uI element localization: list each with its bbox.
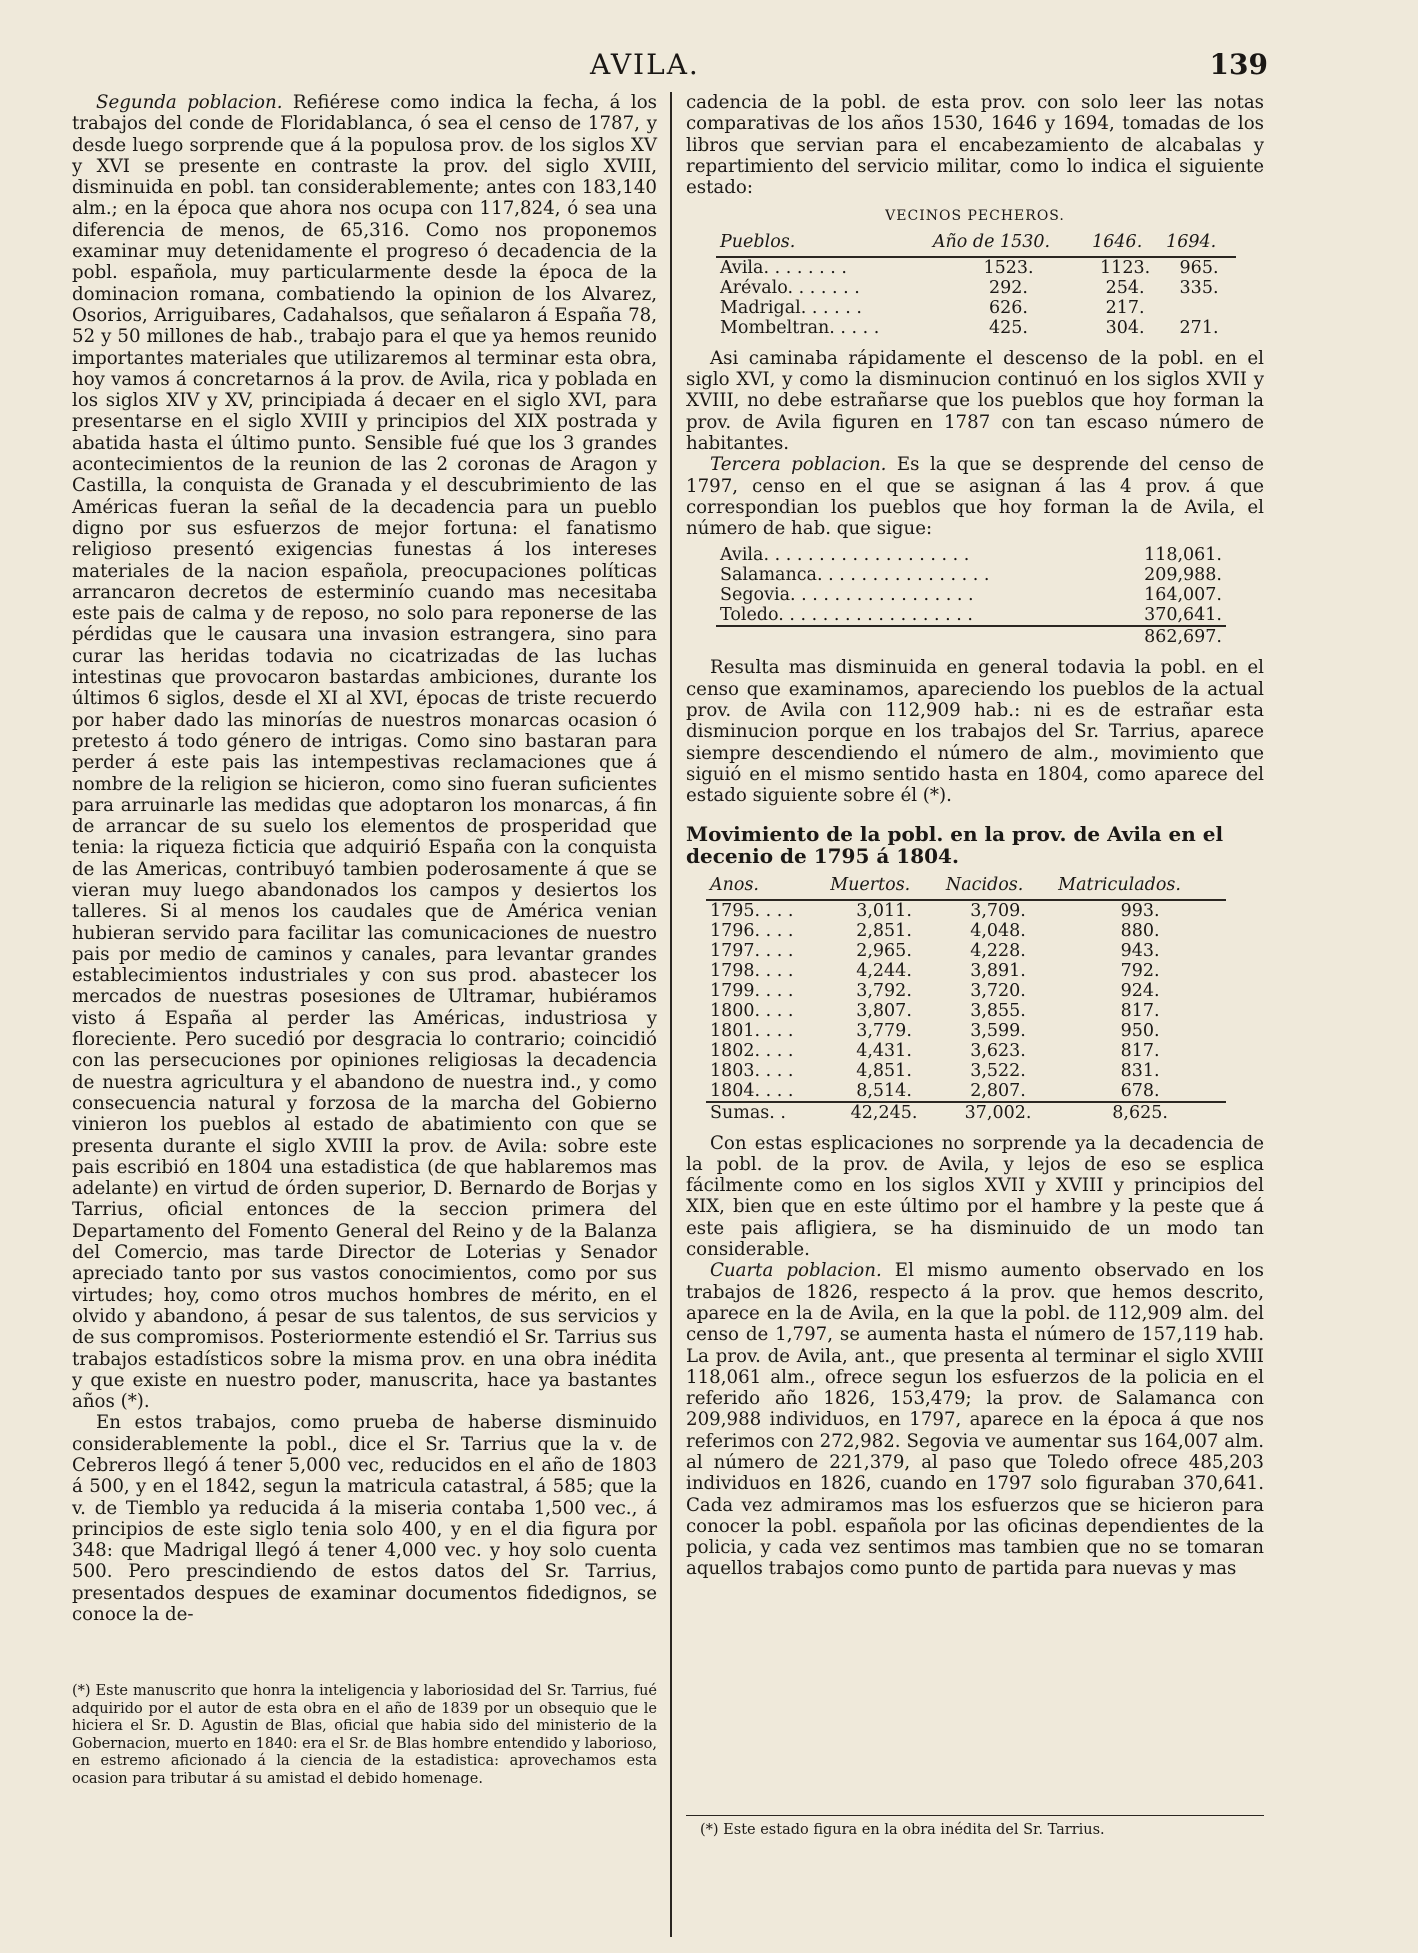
paragraph-text: El mismo aumento observado en los trabajos de 1826, respecto á la prov. que hemos descrito, aparece en la de Avila, en la que la pobl. de 112,909 alm. del censo de 1,797, se aumenta hasta el número de 157,119 hab. La prov. de Avila, ant., que presenta al terminar el siglo XVIII 118,061 alm., ofrece segun los esfuerzos de la policia en el referido año 1826, 153,479; la prov. de Salamanca con 209,988 individuos, en 1797, aparece en la época á que nos referimos con 272,982. Segovia ve aumentar sus 164,007 alm. al número de 221,379, al paso que Toledo ofrece 485,203 individuos en 1826, cuando en 1797 solo figuraban 370,641. Cada vez admiramos mas los esfuerzos que se hicieron para conocer la pobl. española por las oficinas dependientes de la policia, y cada vez sentimos mas tambien que no se tomaran aquellos trabajos como punto de partida para nuevas y mas [686,1260,1264,1580]
table-cell: 335. [1179,277,1219,298]
paragraph: Con estas esplicaciones no sorprende ya la decadencia de la pobl. de la prov. de Avila, y lejos de eso se esplica fácilmente como en los siglos XVII y XVIII y principios del XIX, bien que en este último por el hambre y la peste que á este pais afligiera, se ha disminuido de un modo tan considerable. [686,1132,1264,1261]
table-cell: 862,697. [1105,626,1226,647]
table-cell: 1523. [983,257,1034,278]
table-cell: 37,002. [942,1102,1054,1123]
table-row [716,565,1226,585]
table-row [706,921,1226,941]
table-cell: 209,988. [1144,565,1222,586]
table-cell: 3,623. [970,1040,1026,1061]
table-cell: 2,807. [970,1080,1026,1101]
table-row [706,981,1226,1001]
table-cell: 3,779. [856,1020,912,1041]
column-header: 1694. [1162,232,1236,257]
paragraph [686,1260,1264,1579]
table-cell: 943. [1120,940,1160,961]
table-cell: 304. [1105,317,1145,338]
movement-table [706,875,1226,1123]
table-cell: 3,891. [970,960,1026,981]
page-number: 139 [1209,48,1268,81]
table-cell: 1800. . . . [710,1000,794,1021]
table-row [716,257,1236,278]
table-row [716,585,1226,605]
table-cell: 4,228. [970,940,1026,961]
column-header: Matriculados. [1054,875,1226,900]
table-row [716,318,1236,338]
table-cell: 4,244. [856,960,912,981]
table-cell: Avila. . . . . . . . [720,257,847,278]
table-cell: 993. [1120,900,1160,921]
paragraph [72,92,657,1412]
table-cell: Segovia. . . . . . . . . . . . . . . . . [720,585,974,606]
table-cell: 254. [1105,277,1145,298]
table-cell: 1803. . . . [710,1060,794,1081]
column-header: Muertos. [826,875,942,900]
table-cell: Mombeltran. . . . . [720,317,880,338]
table-row [706,1021,1226,1041]
table-cell: 3,807. [856,1000,912,1021]
running-head [0,48,1418,88]
table-cell: Sumas. . [706,1102,826,1123]
table-cell: 1123. [1100,257,1151,278]
table-cell: 425. [989,317,1028,338]
paragraph-text: Refiérese como indica la fecha, á los trabajos del conde de Floridablanca, ó sea el censo de 1787, y desde luego sorprende que á la populosa prov. de los siglos XV y XVI se presente en contraste la prov. del siglo XVIII, disminuida en pobl. tan considerablemente; antes con 183,140 alm.; en la época que ahora nos ocupa con 117,824, ó sea una diferencia de menos, de 65,316. Como nos proponemos examinar muy detenidamente el progreso ó decadencia de la pobl. española, muy particularmente desde la época de la dominacion romana, combatiendo la opinion de los Alvarez, Osorios, Arriguibares, Cadahalsos, que señalaron á España 78, 52 y 50 millones de hab., trabajo para el que ya hemos reunido importantes materiales que utilizaremos al terminar esta obra, hoy vamos á concretarnos á la prov. de Avila, rica y poblada en los siglos XIV y XV, principiada á decaer en el siglo XVI, para presentarse en el siglo XVIII y principios del XIX postrada y abatida hasta el último punto. Sensible fué que los 3 grandes acontecimientos de la reunion de las 2 coronas de Aragon y Castilla, la conquista de Granada y el descubrimiento de las Américas fueran la señal de la decadencia para un pueblo digno por sus esfuerzos de mejor fortuna: el fanatismo religioso presentó exigencias funestas á los intereses materiales de la nacion española, preocupaciones políticas arrancaron decretos de esterminío cuando mas necesitaba este pais de calma y de reposo, no solo para reponerse de las pérdidas que le causara una invasion estrangera, sino para curar las heridas todavia no cicatrizadas de las luchas intestinas que provocaron bastardas ambiciones, durante los últimos 6 siglos, desde el XI al XVI, épocas de triste recuerdo por haber dado las minorías de nuestros monarcas ocasion ó pretesto á todo género de intrigas. Como sino bastaran para perder á este pais las intempestivas reclamaciones que á nombre de la religion se hicieron, como sino fueran suficientes para arruinarle las medidas que adoptaron los monarcas, á fin de arrancar de su suelo los elementos de prosperidad que tenia: la riqueza ficticia que adquirió España con la conquista de las Americas, contribuyó tambien poderosamente á que se vieran muy luego abandonados los campos y desiertos los talleres. Si al menos los caudales que de América venian hubieran servido para facilitar las comunicaciones de nuestro pais por medio de caminos y canales, para levantar grandes establecimientos industriales y con sus prod. abastecer los mercados de nuestras posesiones de Ultramar, hubiéramos visto á España al perder las Américas, industriosa y floreciente. Pero sucedió por desgracia lo contrario; coincidió con las persecuciones por opiniones religiosas la decadencia de nuestra agricultura y el abandono de nuestra ind., y como consecuencia natural y forzosa de la marcha del Gobierno vinieron los pueblos al estado de abatimiento con que se presenta durante el siglo XVIII la prov. de Avila: sobre este pais escribió en 1804 una estadistica (de que hablaremos mas adelante) en virtud de órden superior, D. Bernardo de Borjas y Tarrius, oficial entonces de la seccion primera del Departamento del Fomento General del Reino y de la Balanza del Comercio, mas tarde Director de Loterias y Senador apreciado tanto por sus vastos conocimientos, como por sus virtudes; hoy, como otros muchos hombres de mérito, en el olvido y abandono, á pesar de sus talentos, de sus servicios y de sus compromisos. Posteriormente estendió el Sr. Tarrius sus trabajos estadísticos sobre la misma prov. en una obra inédita y que existe en nuestro poder, manuscrita, hace ya bastantes años (*). [72,92,657,1413]
table-cell: 2,965. [856,940,912,961]
paragraph: En estos trabajos, como prueba de haberse disminuido considerablemente la pobl., dice el Sr. Tarrius que la v. de Cebreros llegó á tener 5,000 vec, reducidos en el año de 1803 á 500, y en el 1842, segun la matricula catastral, á 585; que la v. de Tiemblo ya reducida á la miseria contaba 1,500 vec., á principios de este siglo tenia solo 400, y en el dia figura por 348: que Madrigal llegó á tener 4,000 vec. y hoy solo cuenta 500. Pero prescindiendo de estos datos del Sr. Tarrius, presentados despues de examinar documentos fidedignos, se conoce la de- [72,1412,657,1626]
table-cell: 217. [1105,297,1145,318]
table-cell: 924. [1120,980,1160,1001]
table-cell: 118,061. [1144,545,1222,566]
column-header: Año de 1530. [929,232,1088,257]
table-cell: 817. [1120,1000,1160,1021]
right-column [686,92,1264,1580]
table-cell [1162,298,1236,318]
table-row [706,1061,1226,1081]
table-cell: 271. [1179,317,1219,338]
left-column [72,92,657,1625]
table-cell: Toledo. . . . . . . . . . . . . . . . . . [720,605,973,626]
table-cell: 817. [1120,1040,1160,1061]
censo-table [716,545,1226,647]
table-cell: 3,792. [856,980,912,1001]
section-lead: Segunda poblacion. [96,92,283,113]
table-row [706,961,1226,981]
column-header: 1646. [1088,232,1162,257]
table-cell: 164,007. [1144,585,1222,606]
paragraph: Asi caminaba rápidamente el descenso de la pobl. en el siglo XVI, y como la disminucion continuó en los siglos XVII y XVIII, no debe estrañarse que los pueblos que hoy forman la prov. de Avila figuren en 1787 con tan escaso número de habitantes. [686,347,1264,454]
paragraph-text: Es la que se desprende del censo de 1797, censo en el que se asignan á las 4 prov. á que correspondian los pueblos que hoy forman la de Avila, el número de hab. que sigue: [686,454,1264,540]
table-cell: 880. [1120,920,1160,941]
paragraph [686,454,1264,539]
table-row [706,941,1226,961]
table-row [706,1041,1226,1061]
table-cell: 42,245. [826,1102,942,1123]
table-cell: 678. [1120,1080,1160,1101]
table-row [706,1001,1226,1021]
table-cell: 370,641. [1144,605,1222,626]
table-cell: 3,522. [970,1060,1026,1081]
vecinos-table [716,232,1236,338]
table-cell: Madrigal. . . . . . [720,297,862,318]
table-cell: 3,855. [970,1000,1026,1021]
table-cell: 831. [1120,1060,1160,1081]
table-cell: 950. [1120,1020,1160,1041]
table-cell: Avila. . . . . . . . . . . . . . . . . . . [720,545,970,566]
table-cell: 1798. . . . [710,960,794,981]
table-cell: 292. [989,277,1028,298]
table-cell: 1802. . . . [710,1040,794,1061]
table-row [716,278,1236,298]
column-header: Anos. [706,875,826,900]
table-cell: 1797. . . . [710,940,794,961]
table-row [716,605,1226,626]
section-lead: Cuarta poblacion. [710,1260,882,1282]
table-cell: 1799. . . . [710,980,794,1001]
table-cell: 1795. . . . [710,900,794,921]
paragraph: cadencia de la pobl. de esta prov. con solo leer las notas comparativas de los años 1530, 1646 y 1694, tomadas de los libros que servian para el encabezamiento de alcabalas y repartimiento del servicio militar, como lo indica el siguiente estado: [686,92,1264,199]
table-cell: 3,709. [970,900,1026,921]
table-cell: 8,625. [1054,1102,1226,1123]
column-divider [670,92,672,1937]
table-row [716,545,1226,565]
table-cell: 1796. . . . [710,920,794,941]
table-cell: 626. [989,297,1028,318]
table-cell: 4,048. [970,920,1026,941]
table-row [706,900,1226,921]
table-row [716,298,1236,318]
table-title-vecinos: VECINOS PECHEROS. [885,208,1065,225]
table-cell: 965. [1179,257,1219,278]
table-cell: 3,599. [970,1020,1026,1041]
table-cell: 1804. . . . [710,1080,794,1101]
table-cell: 792. [1120,960,1160,981]
table-total-row [716,626,1226,647]
section-lead: Tercera poblacion. [710,454,887,476]
footnote-rule [686,1815,1264,1816]
table-row [706,1081,1226,1102]
footnote-left: (*) Este manuscrito que honra la inteligencia y laboriosidad del Sr. Tarrius, fué adquirido por el autor de esta obra en el año de 1839 por un obsequio que le hiciera el Sr. D. Agustin de Blas, oficial que habia sido del ministerio de la Gobernacion, muerto en 1840: era el Sr. de Blas hombre entendido y laborioso, en estremo aficionado á la ciencia de la estadistica: aprovechamos esta ocasion para tributar á su amistad el debido homenage. [72,1683,657,1787]
table-cell: Salamanca. . . . . . . . . . . . . . . . [720,565,990,586]
table-cell: 3,011. [856,900,912,921]
table-cell: 3,720. [970,980,1026,1001]
table-cell: Arévalo. . . . . . . [720,277,860,298]
table-cell: 2,851. [856,920,912,941]
column-header: Nacidos. [942,875,1054,900]
table-sum-row [706,1102,1226,1123]
footnote-right: (*) Este estado figura en la obra inédita del Sr. Tarrius. [700,1822,1105,1838]
table-cell: 8,514. [856,1080,912,1101]
table-cell: 1801. . . . [710,1020,794,1041]
movement-table-title: Movimiento de la pobl. en la prov. de Avila en el decenio de 1795 á 1804. [686,821,1224,868]
page-title: AVILA. [590,48,700,81]
table-cell: 4,431. [856,1040,912,1061]
paragraph: Resulta mas disminuida en general todavia la pobl. en el censo que examinamos, apareciendo los pueblos de la actual prov. de Avila con 112,909 hab.: ni es de estrañar esta disminucion porque en los trabajos del Sr. Tarrius, aparece siempre descendiendo el número de alm., movimiento que siguió en el mismo sentido hasta en 1804, como aparece del estado siguiente sobre él (*). [686,657,1264,807]
table-cell: 4,851. [856,1060,912,1081]
column-header: Pueblos. [716,232,929,257]
